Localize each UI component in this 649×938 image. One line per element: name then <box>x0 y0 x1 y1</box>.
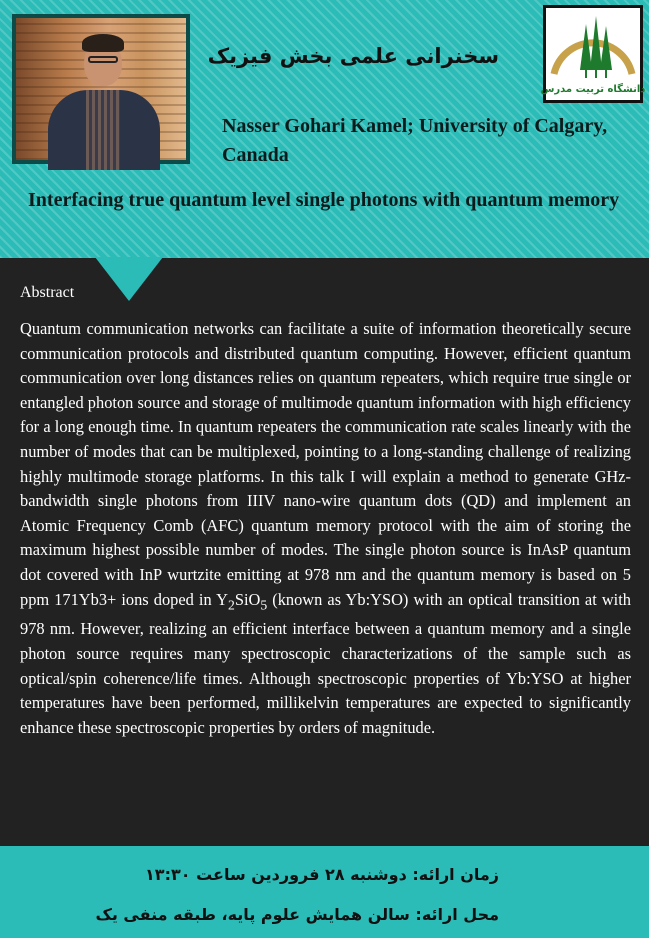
abstract-part-1: Quantum communication networks can facilitate a suite of information theoretically secure communication protocols and distributed quantum computing. However, efficient quantum communication over long distances relies on quantum repeaters, which require true single or entangled photon source and storage of multimode quantum information with high efficiency for a long enough time. In quantum repeaters the communication rate scales linearly with the number of modes that can be multiplexed, pointing to a long-standing challenge of realizing highly multimode storage platforms. In this talk I will explain a method to generate GHz- bandwidth single photons from IIIV nano-wire quantum dots (QD) and implement an Atomic Frequency Comb (AFC) quantum memory protocol with the aim of storing the maximum highest possible number of modes. The single photon source is InAsP quantum dot covered with InP wurtzite emitting at 978 nm and the quantum memory is based on 5 ppm 171Yb3+ ions doped in <box>20 319 632 609</box>
presentation-place: محل ارائه: سالن همایش علوم پایه، طبقه منفی یک <box>95 905 499 924</box>
university-logo <box>540 5 646 103</box>
footer-banner <box>0 846 649 938</box>
abstract-part-2: (known as Yb:YSO) with an optical transition at with 978 nm. However, realizing an efficient interface between a quantum memory and a single photon source requires many spectroscopic characterizations of the sample such as optical/spin coherence/life times. Although spectroscopic properties of Yb:YSO at higher temperatures have been performed, millikelvin temperatures are expected to significantly enhance these spectroscopic properties by orders of magnitude. <box>20 589 631 737</box>
speech-notch <box>95 257 163 301</box>
formula-sio: SiO <box>234 589 261 609</box>
university-logo-icon <box>540 8 646 100</box>
speaker-name: Nasser Gohari Kamel; University of Calgary, Canada <box>222 115 608 166</box>
abstract-heading: Abstract <box>20 284 75 301</box>
formula-y-sub: 2 <box>228 596 235 612</box>
talk-title: Interfacing true quantum level single photons with quantum memory <box>28 189 620 211</box>
speaker-portrait <box>16 18 186 160</box>
department-title: سخنرانی علمی بخش فیزیک <box>207 44 499 68</box>
speaker-photo <box>12 14 190 164</box>
formula-y: Y <box>216 589 228 609</box>
abstract-text <box>20 317 631 740</box>
logo-text: دانشگاه تربیت مدرس <box>540 84 646 95</box>
formula-sio-sub: 5 <box>260 596 268 612</box>
presentation-time: زمان ارائه: دوشنبه ۲۸ فروردین ساعت ۱۳:۳۰ <box>145 865 499 884</box>
